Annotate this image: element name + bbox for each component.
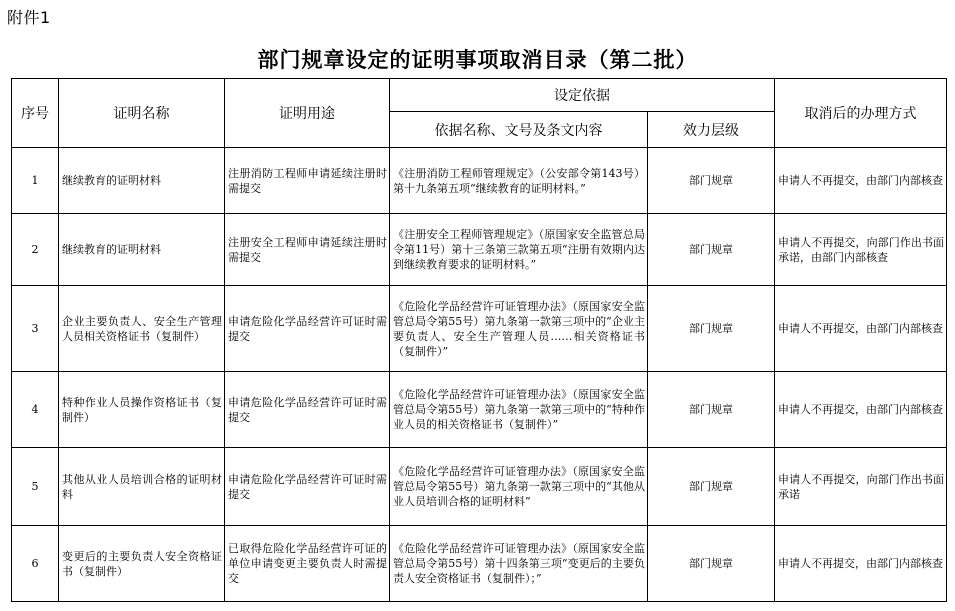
table-row <box>12 372 947 448</box>
table-row <box>12 214 947 286</box>
row-purpose: 申请危险化学品经营许可证时需提交 <box>225 448 390 526</box>
certificate-cancellation-table <box>11 78 947 602</box>
row-name: 其他从业人员培训合格的证明材料 <box>59 448 225 526</box>
row-handling: 申请人不再提交，由部门内部核查 <box>775 372 947 448</box>
row-handling: 申请人不再提交，由部门内部核查 <box>775 148 947 214</box>
page-title: 部门规章设定的证明事项取消目录（第二批） <box>257 48 698 72</box>
row-name: 特种作业人员操作资格证书（复制件） <box>59 372 225 448</box>
table-row <box>12 148 947 214</box>
row-purpose: 申请危险化学品经营许可证时需提交 <box>225 372 390 448</box>
row-level: 部门规章 <box>648 372 775 448</box>
row-handling: 申请人不再提交，由部门内部核查 <box>775 286 947 372</box>
row-seq: 5 <box>12 448 59 526</box>
row-basis: 《注册消防工程师管理规定》（公安部令第143号）第十九条第五项“继续教育的证明材料。” <box>390 148 648 214</box>
header-effect-level: 效力层级 <box>648 112 775 148</box>
row-handling: 申请人不再提交，向部门作出书面承诺，由部门内部核查 <box>775 214 947 286</box>
row-handling: 申请人不再提交，向部门作出书面承诺 <box>775 448 947 526</box>
row-purpose: 已取得危险化学品经营许可证的单位申请变更主要负责人时需提交 <box>225 526 390 602</box>
header-purpose: 证明用途 <box>225 79 390 148</box>
row-seq: 6 <box>12 526 59 602</box>
table-row <box>12 448 947 526</box>
row-handling: 申请人不再提交，由部门内部核查 <box>775 526 947 602</box>
row-level: 部门规章 <box>648 286 775 372</box>
row-basis: 《危险化学品经营许可证管理办法》（原国家安全监管总局令第55号）第九条第一款第三项中的“特种作业人员的相关资格证书（复制件）” <box>390 372 648 448</box>
row-seq: 4 <box>12 372 59 448</box>
row-name: 继续教育的证明材料 <box>59 148 225 214</box>
annex-label: 附件1 <box>7 8 51 27</box>
row-level: 部门规章 <box>648 448 775 526</box>
header-basis-content: 依据名称、文号及条文内容 <box>390 112 648 148</box>
header-name: 证明名称 <box>59 79 225 148</box>
table-row <box>12 526 947 602</box>
row-seq: 2 <box>12 214 59 286</box>
header-handling: 取消后的办理方式 <box>775 79 947 148</box>
row-basis: 《危险化学品经营许可证管理办法》（原国家安全监管总局令第55号）第九条第一款第三项中的“其他从业人员培训合格的证明材料” <box>390 448 648 526</box>
row-name: 变更后的主要负责人安全资格证书（复制件） <box>59 526 225 602</box>
row-level: 部门规章 <box>648 214 775 286</box>
row-purpose: 注册安全工程师申请延续注册时需提交 <box>225 214 390 286</box>
row-name: 企业主要负责人、安全生产管理人员相关资格证书（复制件） <box>59 286 225 372</box>
row-purpose: 注册消防工程师申请延续注册时需提交 <box>225 148 390 214</box>
row-basis: 《危险化学品经营许可证管理办法》（原国家安全监管总局令第55号）第九条第一款第三项中的“企业主要负责人、安全生产管理人员……相关资格证书（复制件）” <box>390 286 648 372</box>
row-name: 继续教育的证明材料 <box>59 214 225 286</box>
row-basis: 《注册安全工程师管理规定》（原国家安全监管总局令第11号）第十三条第三款第五项“注册有效期内达到继续教育要求的证明材料。” <box>390 214 648 286</box>
row-purpose: 申请危险化学品经营许可证时需提交 <box>225 286 390 372</box>
row-seq: 3 <box>12 286 59 372</box>
header-seq: 序号 <box>12 79 59 148</box>
row-level: 部门规章 <box>648 526 775 602</box>
row-basis: 《危险化学品经营许可证管理办法》（原国家安全监管总局令第55号）第十四条第三项“变更后的主要负责人安全资格证书（复制件）；” <box>390 526 648 602</box>
table-row <box>12 286 947 372</box>
header-basis: 设定依据 <box>390 79 775 112</box>
row-level: 部门规章 <box>648 148 775 214</box>
row-seq: 1 <box>12 148 59 214</box>
